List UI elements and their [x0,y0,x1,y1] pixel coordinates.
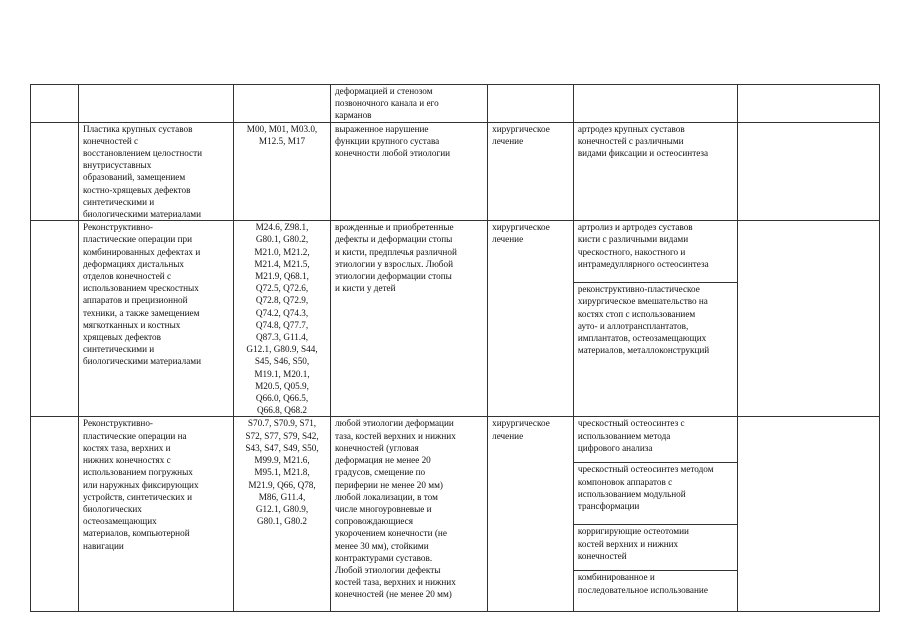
document-page [30,84,880,609]
treatment-method: реконструктивно-пластическое хирургическое вмешательство на костях стоп с использованием ауто- и аллотрансплантатов, имплантатов, остеозамещающих материалов, металлоконструкций [574,282,737,356]
treatment-method: чрескостный остеосинтез с использованием метода цифрового анализа [577,418,685,453]
treatment-method: артродез крупных суставов конечностей с различными видами фиксации и остеосинтеза [577,123,709,159]
row-number-cell [31,417,79,612]
patient-model-cell: выраженное нарушение функции крупного сустава конечности любой этиологии [330,122,487,221]
row-number-cell [31,85,79,123]
treatment-method: артролиз и артродез суставов кисти с различными видами чрескостного, накостного и интрамедуллярного остеосинтеза [577,222,709,269]
treatment-type-cell: хирургическое лечение [488,122,574,221]
table-row [31,122,880,221]
icd-codes-cell: M00, M01, M03.0, M12.5, M17 [234,122,331,221]
standard-cell [738,122,880,221]
treatment-method: комбинированное и последовательное использование [574,570,737,595]
table-row [31,85,880,123]
treatment-method-cell [573,122,737,221]
patient-model-cell: любой этиологии деформации таза, костей верхних и нижних конечностей (угловая деформация не менее 20 градусов, смещение по периферии не менее 20 мм) любой локализации, в том числе многоуровневые и сопровождающиеся укорочением конечности (не менее 30 мм), стойкими контрактурами суставов. Любой этиологии дефекты костей таза, верхних и нижних конечностей (не менее 20 мм) [330,417,487,612]
standard-cell [738,221,880,417]
treatment-method-cell [573,417,737,612]
icd-codes-cell: S70.7, S70.9, S71, S72, S77, S79, S42, S43, S47, S49, S50, M99.9, M21.6, M95.1, M21.8, M21.9, Q66, Q78, M86, G11.4, G12.1, G80.9, G80.1, G80.2 [234,417,331,612]
care-name-cell: Пластика крупных суставов конечностей с восстановлением целостности внутрисуставных образований, замещением костно-хрящевых дефектов синтетическими и биологическими материалами [78,122,233,221]
medical-care-table [30,84,880,612]
care-name-cell [78,85,233,123]
row-number-cell [31,221,79,417]
icd-codes-cell [234,85,331,123]
table-row [31,417,880,612]
standard-cell [738,417,880,612]
treatment-method-cell [573,221,737,417]
treatment-type-cell: хирургическое лечение [488,221,574,417]
treatment-method: корригирующие остеотомии костей верхних и нижних конечностей [574,524,737,570]
treatment-type-cell: хирургическое лечение [488,417,574,612]
standard-cell [738,85,880,123]
treatment-type-cell [488,85,574,123]
icd-codes-cell: M24.6, Z98.1, G80.1, G80.2, M21.0, M21.2, M21.4, M21.5, M21.9, Q68.1, Q72.5, Q72.6, Q72.8, Q72.9, Q74.2, Q74.3, Q74.8, Q77.7, Q87.3, G11.4, G12.1, G80.9, S44, S45, S46, S50, M19.1, M20.1, M20.5, Q05.9, Q66.0, Q66.5, Q66.8, Q68.2 [234,221,331,417]
care-name-cell: Реконструктивно- пластические операции на костях таза, верхних и нижних конечностях с использованием погружных или наружных фиксирующих устройств, синтетических и биологических остеозамещающих материалов, компьютерной навигации [78,417,233,612]
treatment-method-cell [573,85,737,123]
table-row [31,221,880,417]
treatment-method: чрескостный остеосинтез методом компоновок аппаратов с использованием модульной трансформации [574,462,737,524]
patient-model-cell: деформацией и стенозом позвоночного канала и его карманов [330,85,487,123]
care-name-cell: Реконструктивно- пластические операции при комбинированных дефектах и деформациях дистальных отделов конечностей с использованием чрескостных аппаратов и прецизионной техники, а также замещением мягкотканных и костных хрящевых дефектов синтетическими и биологическими материалами [78,221,233,417]
patient-model-cell: врожденные и приобретенные дефекты и деформации стопы и кисти, предплечья различной этиологии у взрослых. Любой этиологии деформации стопы и кисти у детей [330,221,487,417]
row-number-cell [31,122,79,221]
